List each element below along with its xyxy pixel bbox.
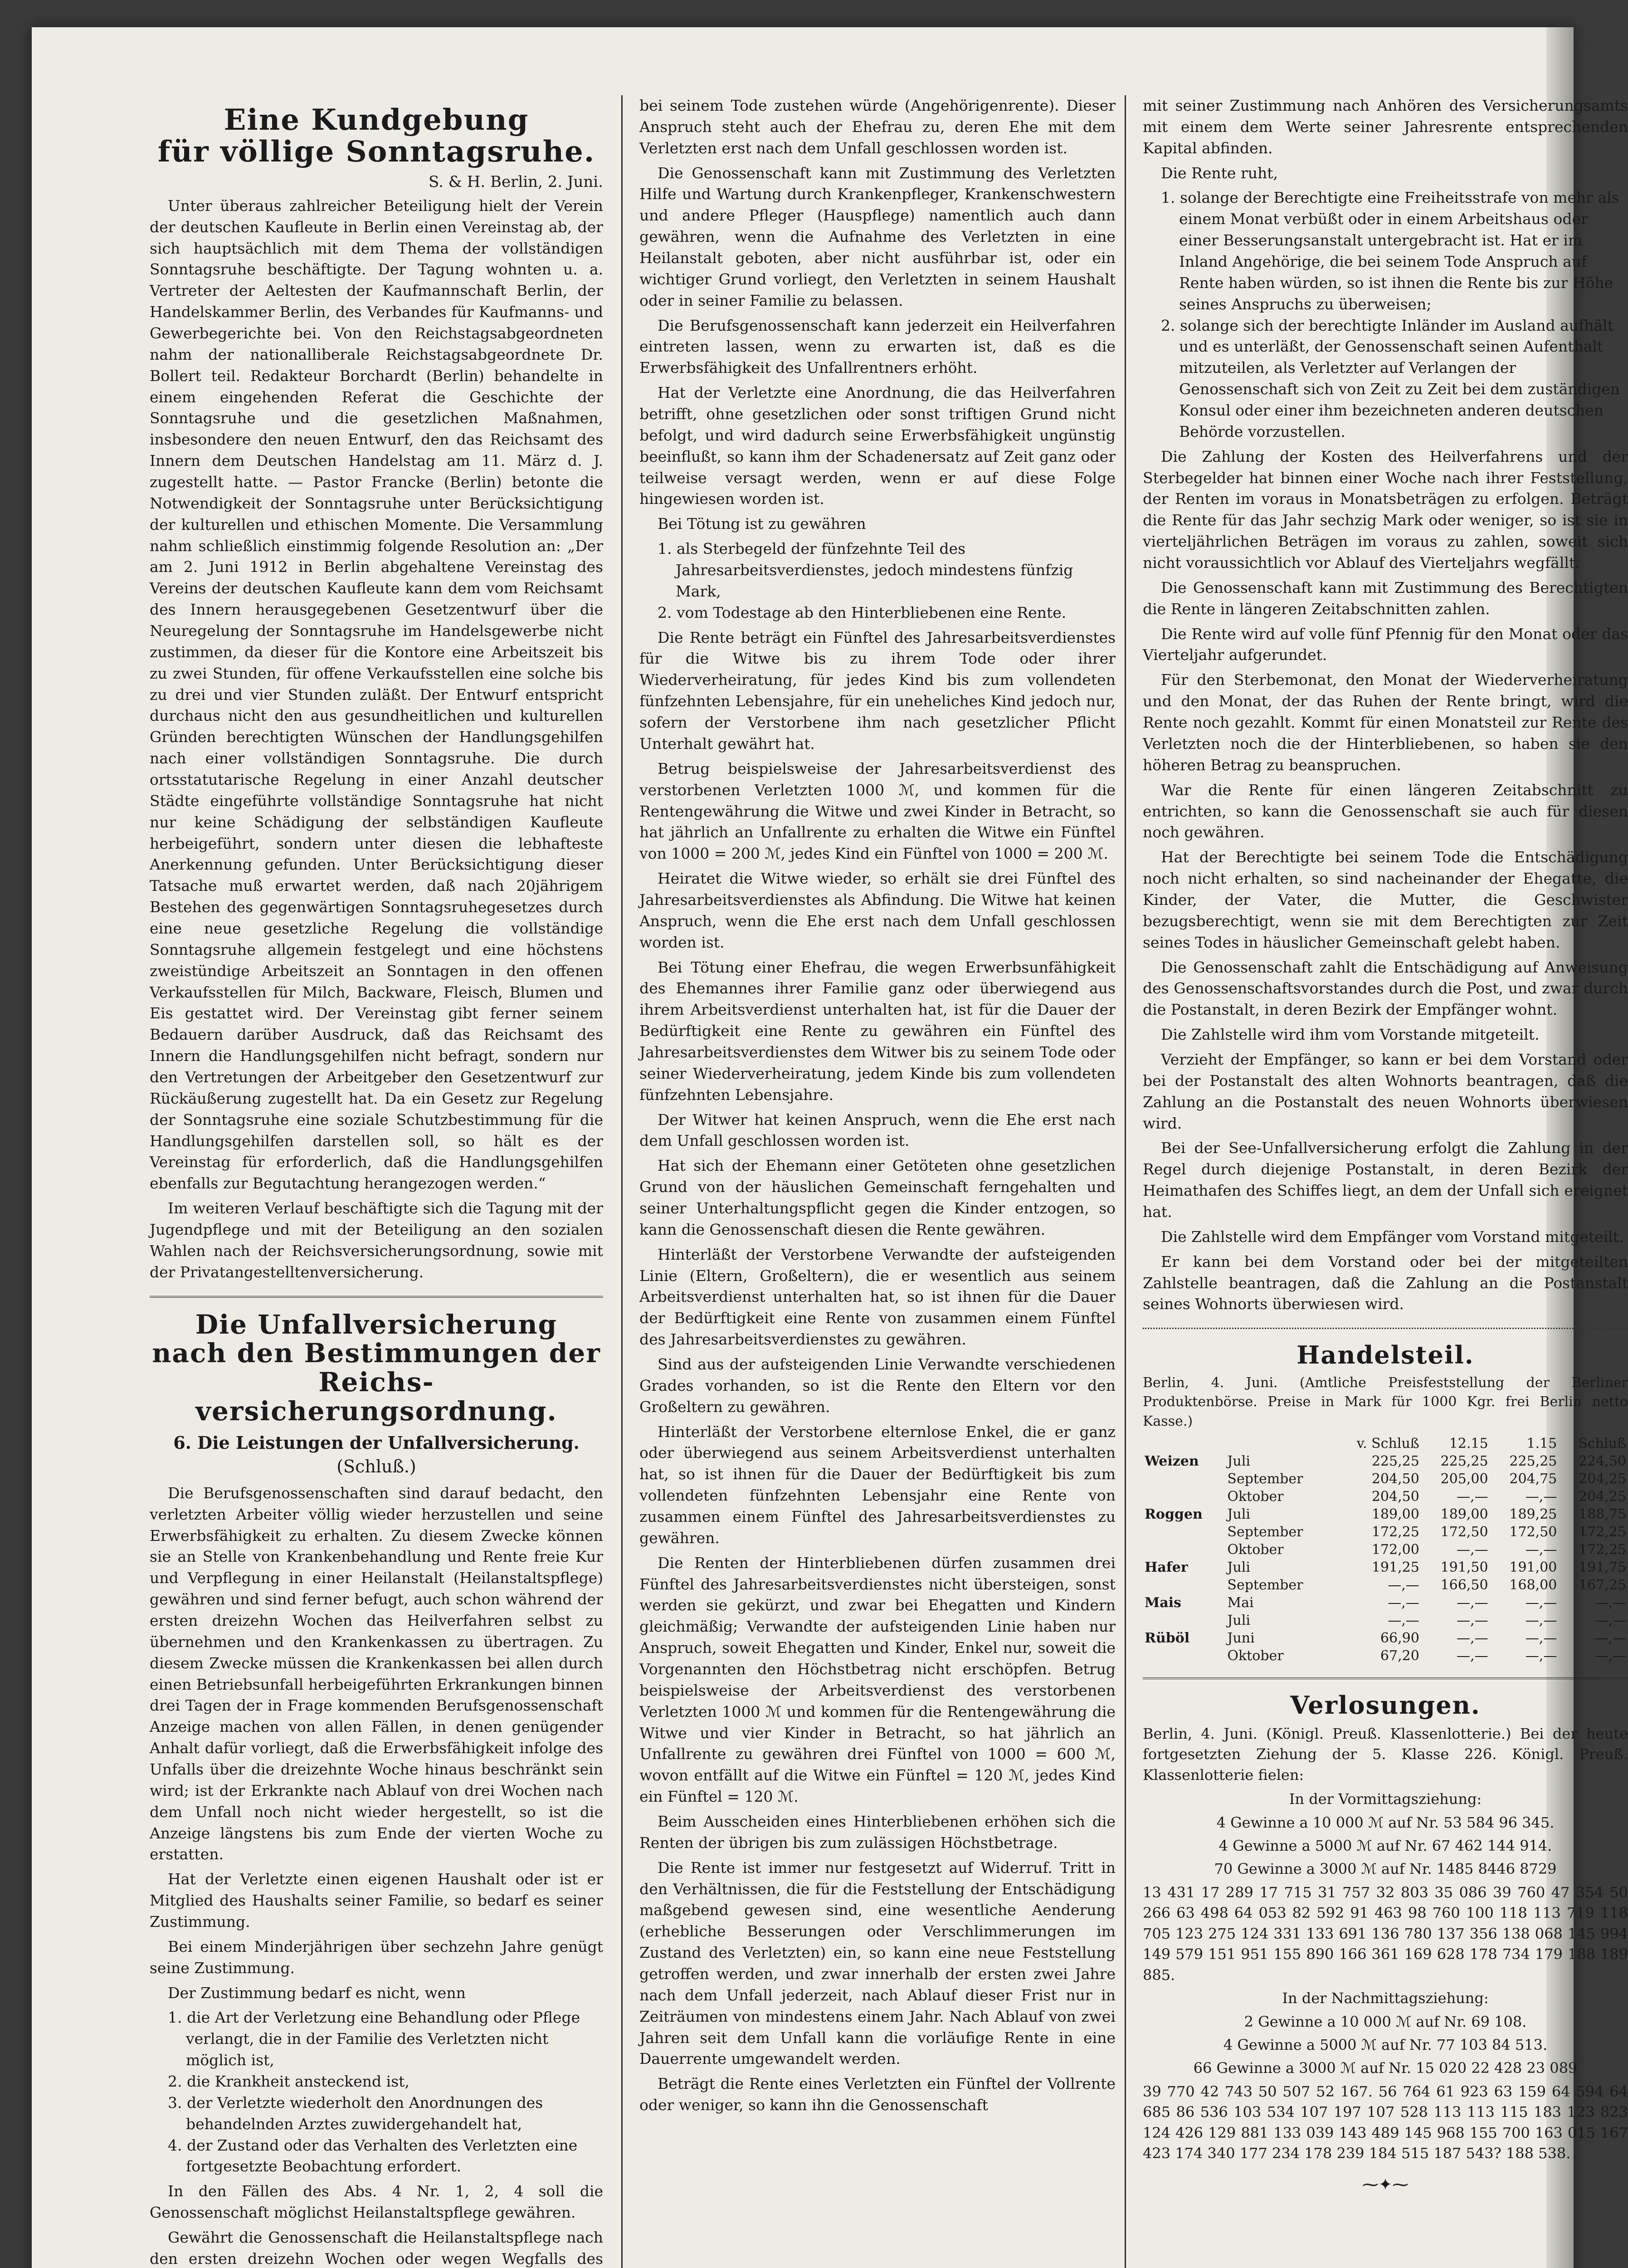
numbered-list xyxy=(168,2007,603,2177)
list-item: 2. die Krankheit ansteckend ist, xyxy=(168,2072,409,2090)
list-item: 4. der Zustand oder das Verhalten des Verletzten eine fortgesetzte Beobachtung erfordert. xyxy=(168,2136,578,2175)
lottery-line: 70 Gewinne a 3000 ℳ auf Nr. 1485 8446 8729 xyxy=(1214,1860,1557,1878)
paragraph: Die Rente ruht, xyxy=(1161,164,1278,182)
dateline: S. & H. Berlin, 2. Juni. xyxy=(428,172,603,191)
table-row xyxy=(1143,1647,1628,1665)
delivery-month: September xyxy=(1227,1471,1303,1487)
price-cell: —,— xyxy=(1525,1542,1557,1558)
price-cell: —,— xyxy=(1594,1613,1626,1629)
price-cell: 225,25 xyxy=(1371,1453,1419,1470)
price-cell: —,— xyxy=(1594,1630,1626,1647)
table-header: 12.15 xyxy=(1449,1436,1488,1452)
paragraph: Die Rente wird auf volle fünf Pfennig für den Monat oder das Vierteljahr aufgerundet. xyxy=(1143,625,1628,664)
paragraph: Der Witwer hat keinen Anspruch, wenn die Ehe erst nach dem Unfall geschlossen worden ist. xyxy=(639,1110,1116,1150)
table-header: Schluß xyxy=(1578,1436,1626,1452)
grain-name xyxy=(1143,1470,1225,1488)
table-header: 1.15 xyxy=(1526,1436,1557,1452)
price-cell: 191,00 xyxy=(1509,1559,1557,1576)
paragraph: mit seiner Zustimmung nach Anhören des Versicherungsamts mit einem dem Werte seiner Jahresrente entsprechenden Kapital abfinden. xyxy=(1143,97,1628,157)
list-item: 1. solange der Berechtigte eine Freiheitsstrafe von mehr als einem Monat verbüßt oder in einem Arbeitshaus oder einer Besserungsanstalt untergebracht ist. Hat er im Inland Angehörige, die bei seinem Tode Anspruch auf Rente haben würden, so ist ihnen die Rente bis zur Höhe seines Anspruchs zu überweisen; xyxy=(1161,189,1619,313)
newspaper-page xyxy=(32,27,1628,2268)
price-cell: 188,75 xyxy=(1579,1506,1626,1523)
market-intro: Berlin, 4. Juni. (Amtliche Preisfeststellung der Berliner Produktenbörse. Preise in Mark für 1000 Kgr. frei Berlin netto Kasse.) xyxy=(1143,1374,1628,1429)
paragraph: Er kann bei dem Vorstand oder bei der mitgeteilten Zahlstelle beantragen, daß die Zahlung an die Postanstalt seines Wohnorts überwiesen wird. xyxy=(1143,1252,1628,1313)
lottery-results xyxy=(1143,1724,1628,2196)
grain-name xyxy=(1143,1612,1225,1629)
price-cell: —,— xyxy=(1525,1489,1557,1505)
article-subtitle: 6. Die Leistungen der Unfallversicherung. xyxy=(173,1432,580,1453)
price-cell: 204,75 xyxy=(1509,1471,1557,1487)
price-cell: 225,25 xyxy=(1509,1453,1557,1470)
price-cell: 172,25 xyxy=(1579,1542,1626,1558)
paragraph: bei seinem Tode zustehen würde (Angehörigenrente). Dieser Anspruch steht auch der Ehefrau zu, deren Ehe mit dem Verletzten erst nach dem Unfall geschlossen worden ist. xyxy=(639,97,1116,157)
paragraph: Bei Tötung einer Ehefrau, die wegen Erwerbsunfähigkeit des Ehemannes ihrer Familie ganz oder überwiegend aus ihrem Arbeitsverdienst unterhalten hat, ist für die Dauer der Bedürftigkeit eine Rente zu gewähren ein Fünftel des Jahresarbeitsverdienstes dem Witwer bis zu seinem Tode oder seiner Wiederverheiratung, jedem Kinde bis zum vollendeten fünfzehnten Lebensjahre. xyxy=(639,958,1116,1104)
grain-name: Weizen xyxy=(1145,1453,1199,1470)
paragraph: Betrug beispielsweise der Jahresarbeitsverdienst des verstorbenen Verletzten 1000 ℳ, und kommen für die Rentengewährung die Witwe und zwei Kinder in Betracht, so hat jährlich an Unfallrente zu erhalten die Witwe ein Fünftel von 1000 = 200 ℳ, jedes Kind ein Fünftel von 1000 = 200 ℳ. xyxy=(639,759,1116,863)
delivery-month: September xyxy=(1227,1524,1303,1540)
table-row xyxy=(1143,1505,1628,1523)
table-header-row xyxy=(1143,1435,1628,1452)
delivery-month: Juli xyxy=(1227,1559,1250,1576)
paragraph: Hat sich der Ehemann einer Getöteten ohne gesetzlichen Grund von der häuslichen Gemeinschaft ferngehalten und seiner Unterhaltungspflicht gegen die Kinder entzogen, so kann die Genossenschaft diesen die Rente gewähren. xyxy=(639,1157,1116,1238)
table-body xyxy=(1143,1452,1628,1665)
price-cell: —,— xyxy=(1457,1648,1488,1664)
paragraph: Die Rente ist immer nur festgesetzt auf Widerruf. Tritt in den Verhältnissen, die für die Feststellung der Entschädigung maßgebend gewesen sind, eine wesentliche Aenderung (erhebliche Besserungen oder Verschlimmerungen im Zustand des Verletzten) ein, so kann eine neue Feststellung getroffen werden, und zwar innerhalb der ersten zwei Jahre nach dem Unfall jederzeit, nach Ablauf dieser Frist nur in Zeiträumen von mindestens einem Jahr. Nach Ablauf von zwei Jahren seit dem Unfall kann die vorläufige Rente in eine Dauerrente umgewandelt werden. xyxy=(639,1858,1116,2068)
paragraph: Die Renten der Hinterbliebenen dürfen zusammen drei Fünftel des Jahresarbeitsverdienstes nicht übersteigen, sonst werden sie gekürzt, und zwar bei Ehegatten und Kindern gleichmäßig; Verwandte der aufsteigenden Linie haben nur Anspruch, soweit Ehegatten und Kinder, Enkel nur, soweit die Vorgenannten den Höchstbetrag nicht erschöpfen. Betrug beispielsweise der Arbeitsverdienst des verstorbenen Verletzten 1000 ℳ und kommen für die Rentengewährung die Witwe und vier Kinder in Betracht, so hat jährlich an Unfallrente zu gewähren drei Fünftel von 1000 = 600 ℳ, wovon entfällt auf die Witwe ein Fünftel = 120 ℳ, jedes Kind ein Fünftel = 120 ℳ. xyxy=(639,1554,1116,1806)
lottery-line: 4 Gewinne a 10 000 ℳ auf Nr. 53 584 96 345. xyxy=(1216,1813,1555,1831)
grain-name xyxy=(1143,1576,1225,1594)
lottery-line: 2 Gewinne a 10 000 ℳ auf Nr. 69 108. xyxy=(1244,2013,1527,2030)
lottery-subhead: In der Nachmittagsziehung: xyxy=(1282,1989,1489,2007)
column-3 xyxy=(1143,95,1628,2196)
section-divider xyxy=(1143,1677,1628,1679)
price-cell: —,— xyxy=(1457,1630,1488,1647)
column-2 xyxy=(639,95,1116,2120)
paragraph: Der Zustimmung bedarf es nicht, wenn xyxy=(168,1984,466,2002)
grain-name xyxy=(1143,1541,1225,1559)
delivery-month: Mai xyxy=(1227,1595,1254,1611)
paragraph: Die Genossenschaft zahlt die Entschädigung auf Anweisung des Genossenschaftsvorstandes durch die Post, und zwar durch die Postanstalt, in deren Bezirk der Empfänger wohnt. xyxy=(1143,958,1628,1019)
delivery-month: Juli xyxy=(1227,1506,1250,1523)
list-item: 3. der Verletzte wiederholt den Anordnungen des behandelnden Arztes zuwidergehandelt hat, xyxy=(168,2093,543,2133)
section-divider xyxy=(150,1296,603,1298)
grain-name: Mais xyxy=(1145,1595,1181,1611)
paragraph: Die Zahlstelle wird dem Empfänger vom Vorstand mitgeteilt. xyxy=(1161,1227,1624,1246)
delivery-month: Juli xyxy=(1227,1453,1250,1470)
grain-price-table xyxy=(1143,1435,1628,1665)
price-cell: 66,90 xyxy=(1380,1630,1419,1647)
price-cell: 172,25 xyxy=(1579,1524,1626,1540)
paragraph: Hat der Berechtigte bei seinem Tode die Entschädigung noch nicht erhalten, so sind nacheinander der Ehegatte, die Kinder, der Vater, die Mutter, die Geschwister bezugsberechtigt, wenn sie mit dem Berechtigten zur Zeit seines Todes in häuslicher Gemeinschaft gelebt haben. xyxy=(1143,848,1628,951)
paragraph: Beim Ausscheiden eines Hinterbliebenen erhöhen sich die Renten der übrigen bis zum zulässigen Höchstbetrage. xyxy=(639,1813,1116,1852)
paragraph: Für den Sterbemonat, den Monat der Wiederverheiratung und den Monat, der das Ruhen der Rente bringt, wird die Rente noch gezahlt. Kommt für einen Monatsteil zur Rente des Verletzten noch die der Hinterbliebenen, so haben sie den höheren Betrag zu beanspruchen. xyxy=(1143,671,1628,774)
paragraph: Hat der Verletzte einen eigenen Haushalt oder ist er Mitglied des Haushalts seiner Familie, so bedarf es seiner Zustimmung. xyxy=(150,1870,603,1931)
price-cell: 172,50 xyxy=(1509,1524,1557,1540)
paragraph: Unter überaus zahlreicher Beteiligung hielt der Verein der deutschen Kaufleute in Berlin einen Vereinstag ab, der sich hauptsächlich mit dem Thema der vollständigen Sonntagsruhe beschäftigte. Der Tagung wohnten u. a. Vertreter der Aeltesten der Kaufmannschaft Berlin, der Handelskammer Berlin, des Verbandes für Kaufmanns- und Gewerbegerichte bei. Von den Reichstagsabgeordneten nahm der nationalliberale Reichstagsabgeordnete Dr. Bollert teil. Redakteur Borchardt (Berlin) behandelte in einem eingehenden Referat die Geschichte der Sonntagsruhe und die gesetzlichen Maßnahmen, insbesondere den neuen Entwurf, den das Reichsamt des Innern dem Deutschen Handelstag am 11. März d. J. zugestellt hatte. — Pastor Francke (Berlin) betonte die Notwendigkeit der Sonntagsruhe unter Berücksichtigung der kulturellen und ethischen Momente. Die Versammlung nahm schließlich einstimmig folgende Resolution an: „Der am 2. Juni 1912 in Berlin abgehaltene Vereinstag des Vereins der deutschen Kaufleute kann dem vom Reichsamt des Innern herausgegebenen Gesetzentwurf über die Neuregelung der Sonntagsruhe im Handelsgewerbe nicht zustimmen, da dieser für die Kontore eine Arbeitszeit bis zu zwei Stunden, für offene Verkaufsstellen eine solche bis zu drei und vier Stunden zuläßt. Der Entwurf entspricht durchaus nicht den aus gesundheitlichen und kulturellen Gründen berechtigten Wünschen der Handlungsgehilfen nach einer vollständigen Sonntagsruhe. Die durch ortsstatutarische Regelung in einer Anzahl deutscher Städte eingeführte vollständige Sonntagsruhe hat nicht nur keine Schädigung der selbständigen Kaufleute herbeigeführt, sondern unter diesen die lebhafteste Anerkennung gefunden. Unter Berücksichtigung dieser Tatsache muß erwartet werden, daß nach 20jährigem Bestehen des gegenwärtigen Sonntagsruhegesetzes durch eine neue gesetzliche Regelung die vollständige Sonntagsruhe allgemein festgelegt und eine höchstens zweistündige Arbeitszeit an Sonntagen in den offenen Verkaufsstellen für Milch, Backware, Fleisch, Blumen und Eis gestattet wird. Der Vereinstag gibt ferner seinem Bedauern darüber Ausdruck, daß das Reichsamt des Innern die Handlungsgehilfen nicht befragt, sondern nur den Vertretungen der Arbeitgeber den Gesetzentwurf zur Rückäußerung zugestellt hat. Da ein Gesetz zur Regelung der Sonntagsruhe eine soziale Schutzbestimmung für die Handlungsgehilfen darstellen soll, so hält es der Vereinstag für erforderlich, daß die Handlungsgehilfen ebenfalls zur Begutachtung herangezogen werden.“ xyxy=(150,196,603,1193)
paragraph: In den Fällen des Abs. 4 Nr. 1, 2, 4 soll die Genossenschaft möglichst Heilanstaltspflege gewähren. xyxy=(150,2182,603,2222)
grain-name: Roggen xyxy=(1145,1506,1203,1523)
article-subtitle-note: (Schluß.) xyxy=(336,1456,416,1476)
paragraph: Hat der Verletzte eine Anordnung, die das Heilverfahren betrifft, ohne gesetzlichen oder sonst triftigen Grund nicht befolgt, und wird dadurch seine Erwerbsfähigkeit ungünstig beeinflußt, so kann ihm der Schadenersatz auf Zeit ganz oder teilweise versagt werden, wenn er auf diese Folge hingewiesen worden ist. xyxy=(639,384,1116,508)
price-cell: —,— xyxy=(1457,1489,1488,1505)
article-title xyxy=(150,1310,603,1426)
paragraph: Die Berufsgenossenschaften sind darauf bedacht, den verletzten Arbeiter völlig wieder herzustellen und seine Erwerbsfähigkeit zu erhalten. Zu diesem Zwecke können sie an Stelle von Krankenbehandlung und Rente freie Kur und Verpflegung in einer Heilanstalt (Heilanstaltspflege) gewähren und sind ferner befugt, auch schon während der ersten dreizehn Wochen das Heilverfahren selbst zu übernehmen und den Krankenkassen zu übertragen. Zu diesem Zwecke müssen die Krankenkassen bei allen durch einen Betriebsunfall herbeigeführten Erkrankungen binnen drei Tagen der in Frage kommenden Berufsgenossenschaft Anzeige machen von allen Fällen, in denen genügender Anhalt dafür vorliegt, daß die Erwerbsfähigkeit infolge des Unfalls über die dreizehnte Woche hinaus beschränkt sein wird; ist der Erkrankte nach Ablauf von drei Wochen nach dem Unfall noch nicht wieder hergestellt, so ist die Anzeige längstens bis zum Ende der vierten Woche zu erstatten. xyxy=(150,1484,603,1863)
price-cell: 172,25 xyxy=(1371,1524,1419,1540)
numbered-list xyxy=(1161,187,1628,442)
paragraph: Hinterläßt der Verstorbene elternlose Enkel, die er ganz oder überwiegend aus seinem Arbeitsverdienst unterhalten hat, so ist ihnen für die Dauer der Bedürftigkeit bis zum vollendeten fünfzehnten Lebensjahr eine Rente von zusammen einem Fünftel des Jahresarbeitsverdienstes zu gewähren. xyxy=(639,1422,1116,1547)
paragraph: Die Berufsgenossenschaft kann jederzeit ein Heilverfahren eintreten lassen, wenn zu erwarten ist, daß es die Erwerbsfähigkeit des Unfallrentners erhöht. xyxy=(639,316,1116,377)
grain-name xyxy=(1143,1523,1225,1541)
price-cell: 191,25 xyxy=(1371,1559,1419,1576)
price-cell: 204,50 xyxy=(1371,1489,1419,1505)
paragraph: Die Genossenschaft kann mit Zustimmung des Verletzten Hilfe und Wartung durch Krankenpfleger, Krankenschwestern und andere Pfleger (Hauspflege) namentlich auch dann gewähren, wenn die Aufnahme des Verletzten in eine Heilanstalt geboten, aber nicht ausführbar ist, oder ein wichtiger Grund vorliegt, den Verletzten in seinem Haushalt oder in seiner Familie zu belassen. xyxy=(639,164,1116,309)
grain-name: Hafer xyxy=(1145,1559,1188,1576)
price-cell: 191,50 xyxy=(1440,1559,1488,1576)
paragraph: Sind aus der aufsteigenden Linie Verwandte verschiedenen Grades vorhanden, so ist die Rente den Eltern vor den Großeltern zu gewähren. xyxy=(639,1355,1116,1416)
price-cell: —,— xyxy=(1457,1542,1488,1558)
paragraph: Gewährt die Genossenschaft die Heilanstaltspflege nach den ersten dreizehn Wochen oder wegen Wegfalls des xyxy=(150,2229,603,2268)
column-rule xyxy=(621,95,623,2268)
paragraph: Beträgt die Rente eines Verletzten ein Fünftel der Vollrente oder weniger, so kann ihn die Genossenschaft xyxy=(639,2075,1116,2114)
price-cell: —,— xyxy=(1525,1648,1557,1664)
section-title-handelsteil: Handelsteil. xyxy=(1297,1340,1474,1370)
section-divider xyxy=(1143,1328,1628,1329)
table-row xyxy=(1143,1559,1628,1576)
table-header xyxy=(1143,1435,1225,1452)
table-row xyxy=(1143,1488,1628,1505)
table-row xyxy=(1143,1629,1628,1647)
price-cell: 205,00 xyxy=(1440,1471,1488,1487)
title-line: versicherungsordnung. xyxy=(195,1396,557,1427)
lottery-line: 66 Gewinne a 3000 ℳ auf Nr. 15 020 22 428 23 089 xyxy=(1193,2059,1578,2077)
paragraph: Bei Tötung ist zu gewähren xyxy=(658,515,866,533)
grain-name: Rüböl xyxy=(1145,1630,1190,1647)
price-cell: 189,00 xyxy=(1371,1506,1419,1523)
table-row xyxy=(1143,1576,1628,1594)
paragraph: Die Genossenschaft kann mit Zustimmung des Berechtigten die Rente in längeren Zeitabschnitten zahlen. xyxy=(1143,578,1628,618)
delivery-month: September xyxy=(1227,1577,1303,1593)
price-cell: 204,25 xyxy=(1579,1489,1626,1505)
list-item: 1. die Art der Verletzung eine Behandlung oder Pflege verlangt, die in der Familie des Verletzten nicht möglich ist, xyxy=(168,2009,580,2069)
price-cell: 189,00 xyxy=(1440,1506,1488,1523)
lottery-subhead: In der Vormittagsziehung: xyxy=(1289,1790,1482,1808)
article-title xyxy=(150,104,603,168)
price-cell: 67,20 xyxy=(1380,1648,1419,1664)
title-line: für völlige Sonntagsruhe. xyxy=(157,135,595,169)
price-cell: 166,50 xyxy=(1440,1577,1488,1593)
table-row xyxy=(1143,1612,1628,1629)
price-cell: —,— xyxy=(1525,1613,1557,1629)
price-cell: 189,25 xyxy=(1509,1506,1557,1523)
price-cell: 224,50 xyxy=(1579,1453,1626,1470)
delivery-month: Oktober xyxy=(1227,1648,1284,1664)
title-line: nach den Bestimmungen der Reichs- xyxy=(152,1338,601,1398)
section-title-verlosungen: Verlosungen. xyxy=(1290,1691,1481,1720)
price-cell: —,— xyxy=(1525,1630,1557,1647)
lottery-line: 4 Gewinne a 5000 ℳ auf Nr. 77 103 84 513. xyxy=(1223,2036,1548,2053)
paragraph: Bei einem Minderjährigen über sechzehn Jahre genügt seine Zustimmung. xyxy=(150,1937,603,1977)
table-header xyxy=(1225,1435,1332,1452)
price-cell: 167,25 xyxy=(1579,1577,1626,1593)
paragraph: Hinterläßt der Verstorbene Verwandte der aufsteigenden Linie (Eltern, Großeltern), die er wesentlich aus seinem Arbeitsverdienst unterhalten hat, so ist ihnen für die Dauer der Bedürftigkeit eine Rente von zusammen einem Fünftel des Jahresarbeitsverdienstes zu gewähren. xyxy=(639,1245,1116,1349)
price-cell: —,— xyxy=(1594,1648,1626,1664)
delivery-month: Juni xyxy=(1227,1630,1255,1647)
delivery-month: Juli xyxy=(1227,1613,1250,1629)
price-cell: —,— xyxy=(1388,1577,1419,1593)
table-row xyxy=(1143,1452,1628,1470)
paragraph: Heiratet die Witwe wieder, so erhält sie drei Fünftel des Jahresarbeitsverdienstes als Abfindung. Die Witwe hat keinen Anspruch, wenn die Ehe erst nach dem Unfall geschlossen worden ist. xyxy=(639,870,1116,951)
paragraph: Die Rente beträgt ein Fünftel des Jahresarbeitsverdienstes für die Witwe bis zu ihrem Tode oder ihrer Wiederverheiratung, für jedes Kind bis zum vollendeten fünfzehnten Lebensjahre, für ein uneheliches Kind jedoch nur, sofern der Verstorbene ihm nach gesetzlicher Pflicht Unterhalt gewährt hat. xyxy=(639,628,1116,753)
lottery-intro: Berlin, 4. Juni. (Königl. Preuß. Klassenlotterie.) Bei der heute fortgesetzten Ziehung der 5. Klasse 226. Königl. Preuß. Klassenlotterie fielen: xyxy=(1143,1725,1628,1784)
table-header: v. Schluß xyxy=(1356,1436,1419,1452)
price-cell: —,— xyxy=(1388,1595,1419,1611)
ornament-divider: ⁓✦⁓ xyxy=(1362,2175,1409,2194)
list-item: 1. als Sterbegeld der fünfzehnte Teil des Jahresarbeitsverdienstes, jedoch mindestens fünfzig Mark, xyxy=(658,540,1073,600)
list-item: 2. solange sich der berechtigte Inländer im Ausland aufhält und es unterläßt, der Genossenschaft seinen Aufenthalt mitzuteilen, als Verletzter auf Verlangen der Genossenschaft sich von Zeit zu Zeit bei dem zuständigen Konsul oder einer ihm bezeichneten anderen deutschen Behörde vorzustellen. xyxy=(1161,316,1620,440)
paragraph: Bei der See-Unfallversicherung erfolgt die Zahlung in der Regel durch diejenige Postanstalt, in deren Bezirk der Heimathafen des Schiffes liegt, an dem der Unfall sich ereignet hat. xyxy=(1143,1139,1628,1221)
lottery-numbers: 39 770 42 743 50 507 52 167. 56 764 61 923 63 159 64 594 64 685 86 536 103 534 107 197 107 528 113 113 115 183 123 823 124 426 129 881 133 039 143 489 145 968 155 700 163 015 167 423 174 340 177 234 178 239 184 515 187 543? 188 538. xyxy=(1143,2082,1628,2162)
numbered-list xyxy=(658,538,1116,623)
paragraph: Die Zahlung der Kosten des Heilverfahrens und der Sterbegelder hat binnen einer Woche nach ihrer Feststellung, der Renten im voraus in Monatsbeträgen zu erfolgen. Beträgt die Rente für das Jahr sechzig Mark oder weniger, so ist sie in vierteljährlichen Beträgen im voraus zu zahlen, soweit sich nicht voraussichtlich vor Ablauf des Vierteljahrs wegfällt. xyxy=(1143,447,1628,572)
list-item: 2. vom Todestage ab den Hinterbliebenen eine Rente. xyxy=(658,603,1067,621)
price-cell: 172,50 xyxy=(1440,1524,1488,1540)
price-cell: —,— xyxy=(1388,1613,1419,1629)
paragraph: War die Rente für einen längeren Zeitabschnitt zu entrichten, so kann die Genossenschaft sie auch für diesen noch gewähren. xyxy=(1143,781,1628,841)
grain-name xyxy=(1143,1488,1225,1505)
paragraph: Die Zahlstelle wird ihm vom Vorstande mitgeteilt. xyxy=(1161,1026,1540,1044)
lottery-numbers: 13 431 17 289 17 715 31 757 32 803 35 086 39 760 47 354 50 266 63 498 64 053 82 592 91 463 98 760 100 118 113 719 118 705 123 275 124 331 133 691 136 780 137 356 138 068 145 994 149 579 151 951 155 890 166 361 169 628 178 734 179 188 189 885. xyxy=(1143,1883,1628,1984)
delivery-month: Oktober xyxy=(1227,1489,1284,1505)
table-row xyxy=(1143,1594,1628,1612)
price-cell: —,— xyxy=(1525,1595,1557,1611)
table-row xyxy=(1143,1470,1628,1488)
price-cell: —,— xyxy=(1457,1595,1488,1611)
title-line: Eine Kundgebung xyxy=(224,103,529,137)
table-row xyxy=(1143,1523,1628,1541)
delivery-month: Oktober xyxy=(1227,1542,1284,1558)
lottery-line: 4 Gewinne a 5000 ℳ auf Nr. 67 462 144 914. xyxy=(1219,1837,1552,1855)
title-line: Die Unfallversicherung xyxy=(195,1309,558,1340)
price-cell: 225,25 xyxy=(1440,1453,1488,1470)
price-cell: 204,50 xyxy=(1371,1471,1419,1487)
price-cell: 204,25 xyxy=(1579,1471,1626,1487)
paragraph: Im weiteren Verlauf beschäftigte sich die Tagung mit der Jugendpflege und mit der Beteiligung an den sozialen Wahlen nach der Reichsversicherungsordnung, sowie mit der Privatangestelltenversicherung. xyxy=(150,1199,603,1281)
price-cell: 168,00 xyxy=(1509,1577,1557,1593)
price-cell: —,— xyxy=(1594,1595,1626,1611)
grain-name xyxy=(1143,1647,1225,1665)
price-cell: 191,75 xyxy=(1579,1559,1626,1576)
column-1 xyxy=(150,95,603,2268)
table-row xyxy=(1143,1541,1628,1559)
paragraph: Verzieht der Empfänger, so kann er bei dem Vorstand oder bei der Postanstalt des alten Wohnorts beantragen, daß die Zahlung an die Postanstalt des neuen Wohnorts überwiesen wird. xyxy=(1143,1050,1628,1132)
column-rule xyxy=(1125,95,1126,2268)
price-cell: —,— xyxy=(1457,1613,1488,1629)
price-cell: 172,00 xyxy=(1371,1542,1419,1558)
